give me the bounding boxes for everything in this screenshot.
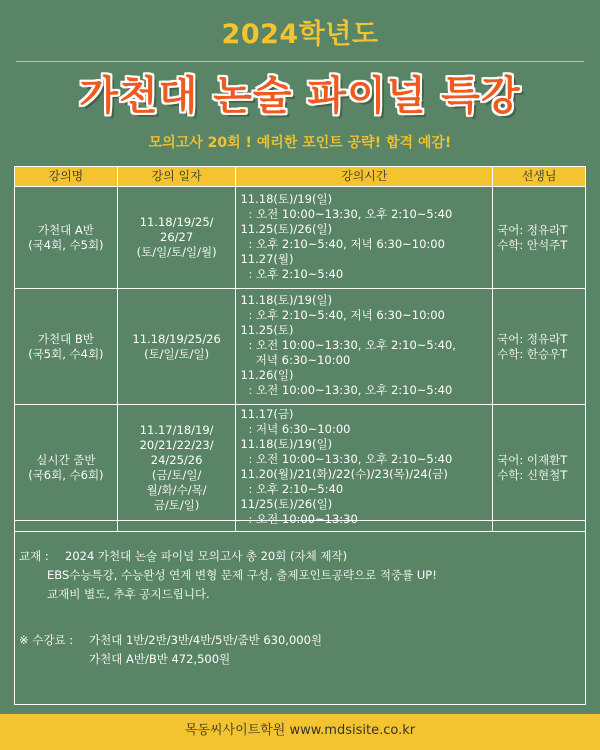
teacher-cell	[493, 289, 586, 405]
teacher-line: 수학: 신현철T	[497, 468, 568, 482]
course-name-line: 실시간 줌반	[36, 453, 96, 467]
table-header-row	[15, 167, 586, 187]
time-detail-line: : 오전 10:00~13:30	[248, 512, 358, 526]
teacher-line: 국어: 정유라T	[497, 331, 568, 346]
fee-line: 가천대 A반/B반 472,500원	[89, 652, 231, 666]
time-date-line: 11.25(토)	[240, 323, 294, 337]
textbook-label: 교재 :	[19, 549, 49, 563]
course-dates-line: 금/토/일)	[153, 498, 200, 512]
header-dates: 강의 일자	[117, 167, 236, 187]
fee-line: 가천대 1반/2반/3반/4반/5반/줌반 630,000원	[89, 633, 323, 647]
textbook-line: 2024 가천대 논술 파이널 모의고사 총 20회 (자체 제작)	[65, 549, 348, 563]
course-dates-cell	[117, 187, 236, 289]
title-divider	[16, 61, 584, 62]
course-dates-line: 11.18/19/25/	[139, 215, 214, 229]
course-dates-line: 11.18/19/25/26	[132, 331, 221, 346]
teacher-line: 수학: 안석주T	[497, 237, 568, 252]
course-dates-line: 11.17/18/19/	[139, 423, 214, 437]
schedule-table	[14, 166, 586, 532]
tagline: 모의고사 20회 ! 예리한 포인트 공략! 합격 예감!	[148, 135, 452, 151]
teacher-line: 수학: 한승우T	[497, 346, 568, 361]
course-dates-line: (토/일/토/일)	[144, 346, 210, 361]
course-name-cell	[15, 187, 118, 289]
course-dates-cell	[117, 289, 236, 405]
course-name-line: 가천대 B반	[37, 331, 94, 346]
course-name-line: (국5회, 수4회)	[28, 346, 104, 361]
course-dates-line: (토/일/토/일/월)	[136, 245, 217, 259]
time-date-line: 11.17(금)	[240, 407, 294, 421]
course-dates-line: (금/토/일/	[151, 468, 202, 482]
time-date-line: 11.18(토)/19(일)	[240, 293, 333, 307]
header-times: 강의시간	[236, 167, 493, 187]
notes-box	[14, 520, 586, 705]
footer-bar	[0, 714, 600, 750]
teacher-cell	[493, 187, 586, 289]
table-row	[15, 289, 586, 405]
textbook-line: EBS수능특강, 수능완성 연계 변형 문제 구성, 출제포인트공략으로 적중률 UP!	[47, 568, 437, 582]
course-name-line: 가천대 A반	[37, 222, 94, 237]
header-teacher: 선생님	[493, 167, 586, 187]
time-date-line: 11.27(월)	[240, 251, 294, 266]
table-row	[15, 187, 586, 289]
time-detail-line: 저녁 6:30~10:00	[248, 353, 351, 367]
course-dates-cell	[117, 405, 236, 532]
time-detail-line: : 오후 2:10~5:40	[248, 266, 344, 281]
course-times-cell	[236, 405, 493, 532]
teacher-line: 국어: 정유라T	[497, 222, 568, 237]
time-detail-line: : 오전 10:00~13:30, 오후 2:10~5:40	[248, 206, 453, 221]
fee-label: ※ 수강료 :	[19, 633, 74, 647]
course-name-cell	[15, 289, 118, 405]
table-row	[15, 405, 586, 532]
time-detail-line: : 저녁 6:30~10:00	[248, 422, 351, 436]
time-date-line: 11.18(토)/19(일)	[240, 191, 333, 206]
course-dates-line: 20/21/22/23/	[139, 438, 214, 452]
year-title: 2024학년도	[221, 19, 379, 50]
time-date-line: 11/25(토)/26(일)	[240, 497, 333, 511]
teacher-line: 국어: 이재환T	[497, 453, 568, 467]
textbook-line: 교재비 별도, 추후 공지드립니다.	[47, 587, 210, 601]
time-detail-line: : 오전 10:00~13:30, 오후 2:10~5:40	[248, 383, 453, 397]
time-detail-line: : 오전 10:00~13:30, 오후 2:10~5:40	[248, 452, 453, 466]
time-detail-line: : 오전 10:00~13:30, 오후 2:10~5:40,	[248, 338, 456, 352]
time-date-line: 11.20(월)/21(화)/22(수)/23(목)/24(금)	[240, 467, 448, 481]
time-date-line: 11.25(토)/26(일)	[240, 221, 333, 236]
course-name-line: (국4회, 수5회)	[28, 237, 104, 252]
course-name-line: (국6회, 수6회)	[28, 468, 104, 482]
page-headline: 가천대 논술 파이널 특강	[79, 73, 521, 119]
course-dates-line: 24/25/26	[150, 453, 203, 467]
course-times-cell	[236, 289, 493, 405]
course-dates-line: 월/화/수/목/	[146, 483, 207, 497]
time-detail-line: : 오후 2:10~5:40, 저녁 6:30~10:00	[248, 236, 445, 251]
time-detail-line: : 오후 2:10~5:40	[248, 482, 344, 496]
time-date-line: 11.26(일)	[240, 368, 294, 382]
time-detail-line: : 오후 2:10~5:40, 저녁 6:30~10:00	[248, 308, 445, 322]
footer-text: 목동씨사이트학원 www.mdsisite.co.kr	[184, 723, 416, 738]
time-date-line: 11.18(토)/19(일)	[240, 437, 333, 451]
course-times-cell	[236, 187, 493, 289]
course-name-cell	[15, 405, 118, 532]
course-dates-line: 26/27	[160, 230, 194, 244]
header-course: 강의명	[15, 167, 118, 187]
teacher-cell	[493, 405, 586, 532]
